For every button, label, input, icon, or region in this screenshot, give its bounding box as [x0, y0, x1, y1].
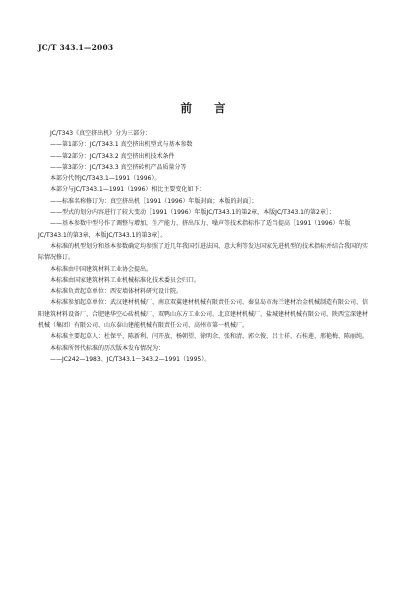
foreword-body: [38, 128, 369, 365]
paragraph: ——第3部分：JC/T343.3 真空挤砖机产品质量分等: [50, 163, 187, 171]
paragraph: ——第1部分：JC/T343.1 真空挤出机型式与基本参数: [50, 141, 193, 149]
paragraph: ——JC242—1983、JC/T343.1～343.2—1991（1995）。: [50, 355, 211, 363]
paragraph: 本标准的机型划分和基本参数确定均参照了近几年我国引进法国、意大利等发达国家先进机型的技术指标并结合我国的实际情况修订。: [38, 242, 369, 262]
paragraph: 本标准由中国建筑材料工业协会提出。: [50, 265, 153, 273]
paragraph: 本标准负责起草单位：西安墙体材料研究设计院。: [50, 288, 183, 296]
paragraph: ——基本参数中型号作了调整与增加，生产能力、挤出压力、噪声等技术指标作了适当提高［1991（1996）年版JC/T343.1的第3章，本版JC/T343.1的第3章］。: [38, 220, 351, 239]
paragraph: 本标准参加起草单位：武汉建材机械厂、南京双翼建材机械有限责任公司、秦皇岛市海兰建材冶金机械制造有限公司、信阳建筑材料设备厂、合肥建华空心砖机械厂、双鸭山东方工业公司、北京建材机械厂、盐城建材机械有限公司、陕西宝深建材机械（集团）有限公司、山东泰山建能机械有限责任公司、高州市第一机械厂。: [38, 299, 369, 330]
paragraph: 本标准主要起草人：杜保平、陈新利、闫开放、杨朝望、徐明余、张和清、郭立俊、吕士祥、石桂莲、邢艳梅、陈丽纯。: [50, 333, 369, 341]
paragraph: 本部分与JC/T343.1—1991（1996）相比主要变化如下：: [50, 186, 206, 194]
paragraph: JC/T343《真空挤出机》分为三部分：: [50, 130, 152, 137]
paragraph: ——第2部分：JC/T343.2 真空挤出机技术条件: [50, 152, 175, 160]
page-title: 前 言: [180, 101, 235, 115]
paragraph: 本标准所替代标准的历次版本发布情况为：: [50, 344, 165, 352]
page-header-standard-code: JC/T 343.1—2003: [38, 43, 114, 52]
paragraph: 本部分代替JC/T343.1—1991（1996）。: [50, 175, 161, 183]
paragraph: ——标准名称修订为：真空挤出机［1991（1996）年版封面；本版的封面］；: [50, 197, 258, 205]
paragraph: ——型式的划分内容进行了较大变动［1991（1996）年版JC/T343.1的第2章，本版JC/T343.1的第2章］；: [50, 209, 335, 217]
paragraph: 本标准由国家建筑材料工业机械标准化技术委员会归口。: [50, 276, 201, 284]
